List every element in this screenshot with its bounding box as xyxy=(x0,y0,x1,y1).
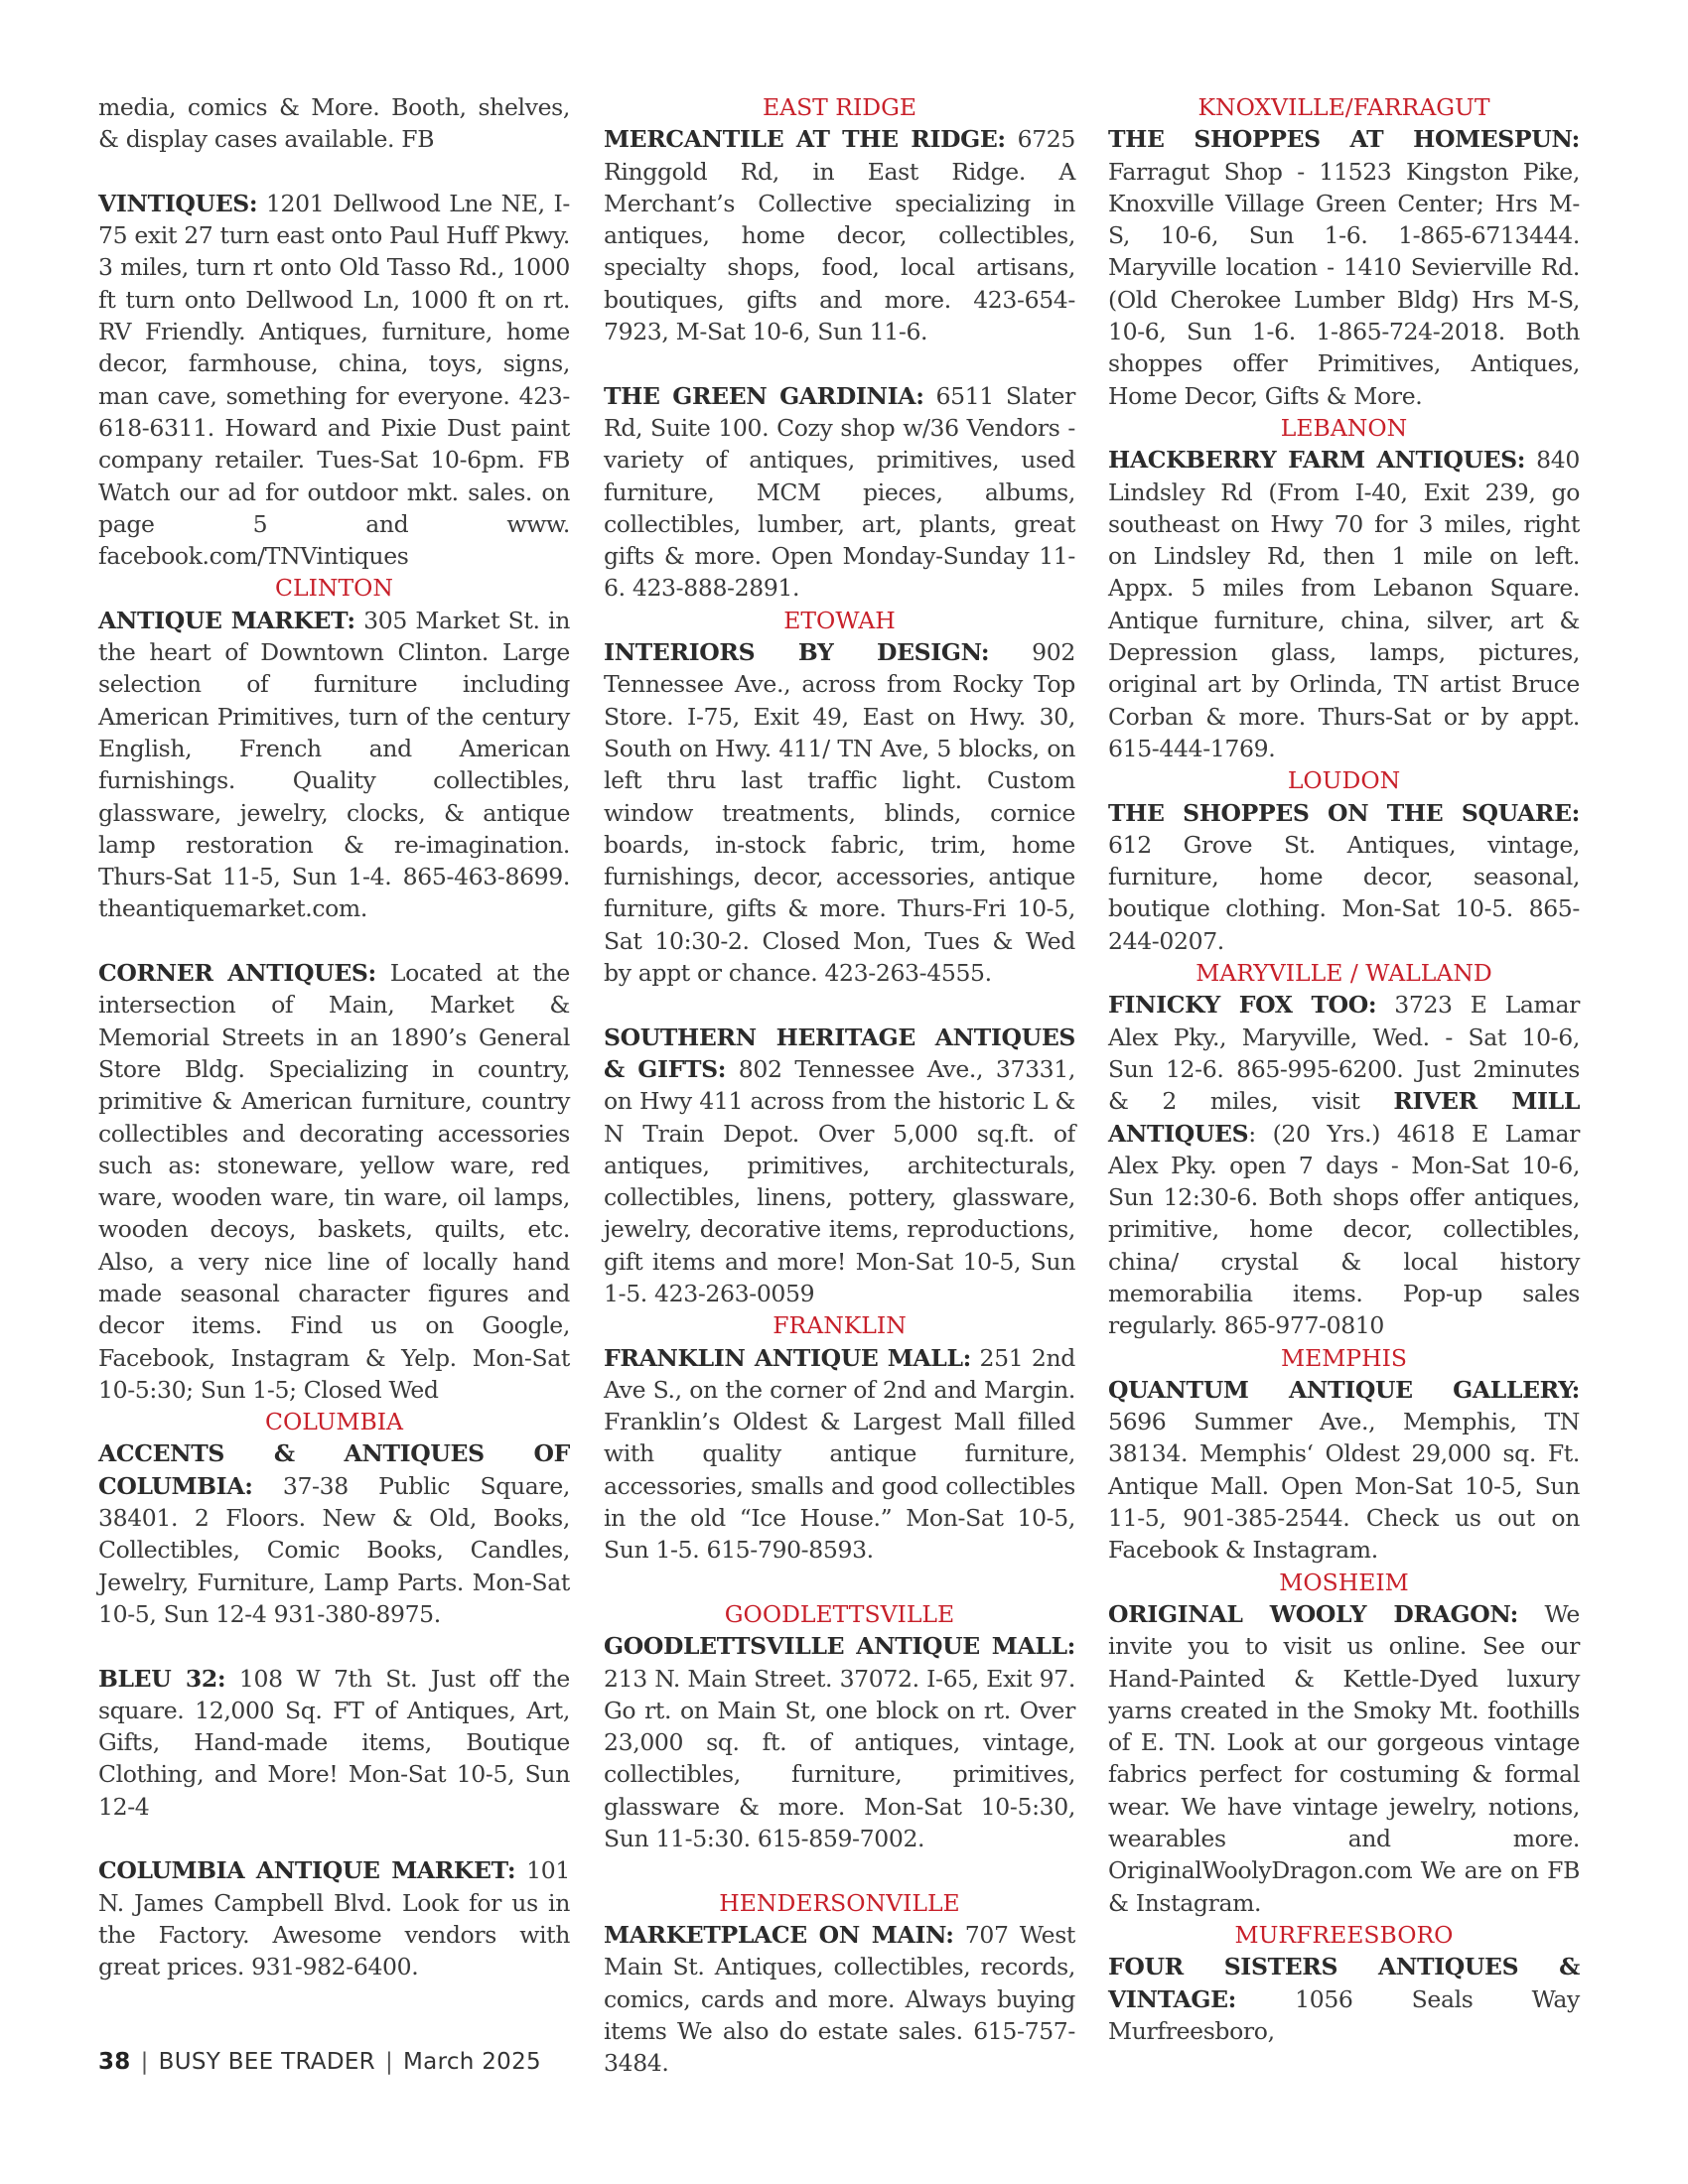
listing-entry xyxy=(1108,444,1580,764)
business-name: THE SHOPPES ON THE SQUARE: xyxy=(1108,798,1580,827)
spacer xyxy=(604,1567,1075,1598)
listing-entry xyxy=(1108,1598,1580,1919)
spacer xyxy=(604,1854,1075,1886)
business-name: ACCENTS & ANTIQUES OF COLUMBIA: xyxy=(98,1439,570,1500)
business-name: QUANTUM ANTIQUE GALLERY: xyxy=(1108,1375,1580,1404)
listing-entry xyxy=(604,1919,1075,2079)
business-name: GOODLETTSVILLE ANTIQUE MALL: xyxy=(604,1632,1075,1661)
footer-separator: | xyxy=(140,2049,149,2075)
listing-entry xyxy=(1108,1374,1580,1567)
listing-description: 213 N. Main Street. 37072. I-65, Exit 97. Go rt. on Main St, one block on rt. Over 23,000 sq. ft. of antiques, vintage, collectibles, furniture, primitives, glassware & more. Mon-Sat 10-5:30, Sun 11-5:30. 615-859-7002. xyxy=(604,1664,1075,1853)
listing-entry xyxy=(98,91,570,156)
listing-description: 840 Lindsley Rd (From I-40, Exit 239, go southeast on Hwy 70 for 3 miles, right on Lindsley Rd, then 1 mile on left. Appx. 5 miles from Lebanon Square. Antique furniture, china, silver, art & Depression glass, lamps, pictures, original art by Orlinda, TN artist Bruce Corban & more. Thurs-Sat or by appt. 615-444-1769. xyxy=(1108,446,1580,762)
listing-description: 6725 Ringgold Rd, in East Ridge. A Merchant’s Collective specializing in antiques, home decor, collectibles, specialty shops, food, local artisans, boutiques, gifts and more. 423-654-7923, M-Sat 10-6, Sun 11-6. xyxy=(604,125,1075,346)
business-name: INTERIORS BY DESIGN: xyxy=(604,638,990,667)
footer-separator: | xyxy=(384,2049,394,2075)
listing-entry xyxy=(1108,123,1580,412)
listing-description: : (20 Yrs.) 4618 E Lamar Alex Pky. open 7 days - Mon-Sat 10-6, Sun 12:30-6. Both shops offer antiques, primitive, home decor, collectibles, china/ crystal & local history memorabilia items. Pop-up sales regularly. 865-977-0810 xyxy=(1108,1119,1580,1340)
listing-description: 101 N. James Campbell Blvd. Look for us in the Factory. Awesome vendors with great prices. 931-982-6400. xyxy=(98,1856,570,1981)
listing-description: We invite you to visit us online. See our Hand-Painted & Kettle-Dyed luxury yarns created in the Smoky Mt. foothills of E. TN. Look at our gorgeous vintage fabrics perfect for costuming & formal wear. We have vintage jewelry, notions, wearables and more. OriginalWoolyDragon.com We are on FB & Instagram. xyxy=(1108,1599,1580,1917)
city-heading: ETOWAH xyxy=(783,606,896,634)
listing-description: 902 Tennessee Ave., across from Rocky Top Store. I-75, Exit 49, East on Hwy. 30, South on Hwy. 411/ TN Ave, 5 blocks, on left thru last traffic light. Custom window treatments, blinds, cornice boards, in-stock fabric, trim, home furnishings, decor, accessories, antique furniture, gifts & more. Thurs-Fri 10-5, Sat 10:30-2. Closed Mon, Tues & Wed by appt or chance. 423-263-4555. xyxy=(604,638,1075,988)
page-number: 38 xyxy=(98,2049,131,2075)
listing-description: 6511 Slater Rd, Suite 100. Cozy shop w/36 Vendors - variety of antiques, primitives, used furniture, MCM pieces, albums, collectibles, lumber, art, plants, great gifts & more. Open Monday-Sunday 11-6. 423-888-2891. xyxy=(604,381,1075,603)
page-footer xyxy=(98,2049,541,2075)
listing-description: 37-38 Public Square, 38401. 2 Floors. New & Old, Books, Collectibles, Comic Books, Candles, Jewelry, Furniture, Lamp Parts. Mon-Sat 10-5, Sun 12-4 931-380-8975. xyxy=(98,1471,570,1628)
listing-entry xyxy=(604,1342,1075,1567)
listing-description: Farragut Shop - 11523 Kingston Pike, Knoxville Village Green Center; Hrs M-S, 10-6, Sun 1-6. 1-865-6713444. Maryville location - 1410 Sevierville Rd.(Old Cherokee Lumber Bldg) Hrs M-S, 10-6, Sun 1-6. 1-865-724-2018. Both shoppes offer Primitives, Antiques, Home Decor, Gifts & More. xyxy=(1108,157,1580,410)
listing-entry xyxy=(98,1437,570,1630)
listing-entry xyxy=(98,1663,570,1823)
issue-date: March 2025 xyxy=(403,2049,541,2075)
city-heading: MURFREESBORO xyxy=(1234,1920,1454,1949)
listing-entry xyxy=(98,957,570,1406)
listing-description: 1056 Seals Way Murfreesboro, xyxy=(1108,1984,1580,2045)
listing-description: 3723 E Lamar Alex Pky., Maryville, Wed. - Sat 10-6, Sun 12-6. 865-995-6200. Just 2minutes & 2 miles, visit xyxy=(1108,991,1580,1116)
publication-name: BUSY BEE TRADER xyxy=(158,2049,375,2075)
business-name: BLEU 32: xyxy=(98,1664,226,1693)
listing-description: 251 2nd Ave S., on the corner of 2nd and Margin. Franklin’s Oldest & Largest Mall filled with quality antique furniture, accessories, smalls and good collectibles in the old “Ice House.” Mon-Sat 10-5, Sun 1-5. 615-790-8593. xyxy=(604,1343,1075,1565)
business-name: ORIGINAL WOOLY DRAGON: xyxy=(1108,1599,1518,1628)
listing-entry xyxy=(604,1630,1075,1854)
listing-description: 305 Market St. in the heart of Downtown Clinton. Large selection of furniture including American Primitives, turn of the century English, French and American furnishings. Quality collectibles, glassware, jewelry, clocks, & antique lamp restoration & re-imagination. Thurs-Sat 11-5, Sun 1-4. 865-463-8699. theantiquemarket.com. xyxy=(98,606,570,923)
listing-description: 802 Tennessee Ave., 37331, on Hwy 411 across from the historic L & N Train Depot. Over 5,000 sq.ft. of antiques, primitives, architecturals, collectibles, linens, pottery, glassware, jewelry, decorative items, reproductions, gift items and more! Mon-Sat 10-5, Sun 1-5. 423-263-0059 xyxy=(604,1054,1075,1307)
business-name: ANTIQUE MARKET: xyxy=(98,606,355,634)
business-name: THE GREEN GARDINIA: xyxy=(604,381,924,410)
listing-description: 5696 Summer Ave., Memphis, TN 38134. Memphis‘ Oldest 29,000 sq. Ft. Antique Mall. Open Mon-Sat 10-5, Sun 11-5, 901-385-2544. Check us out on Facebook & Instagram. xyxy=(1108,1408,1580,1565)
business-name: FOUR SISTERS ANTIQUES & VINTAGE: xyxy=(1108,1953,1580,2013)
listing-entry xyxy=(1108,797,1580,957)
business-name: SOUTHERN HERITAGE ANTIQUES & GIFTS: xyxy=(604,1023,1075,1083)
business-name: HACKBERRY FARM ANTIQUES: xyxy=(1108,446,1526,475)
column-2 xyxy=(604,91,1075,2079)
city-heading: MOSHEIM xyxy=(1279,1568,1409,1596)
listing-entry xyxy=(1108,1951,1580,2047)
listing-description: media, comics & More. Booth, shelves, & display cases available. FB xyxy=(98,93,570,154)
listing-entry xyxy=(604,1022,1075,1310)
business-name: RIVER MILL ANTIQUES xyxy=(1108,1087,1580,1148)
listing-entry xyxy=(98,1854,570,1982)
listing-entry xyxy=(604,636,1075,989)
listing-description: 108 W 7th St. Just off the square. 12,000 Sq. FT of Antiques, Art, Gifts, Hand-made items, Boutique Clothing, and More! Mon-Sat 10-5, Sun 12-4 xyxy=(98,1664,570,1821)
listing-entry xyxy=(98,605,570,925)
city-heading: CLINTON xyxy=(275,574,393,603)
business-name: MARKETPLACE ON MAIN: xyxy=(604,1920,954,1949)
business-name: VINTIQUES: xyxy=(98,189,258,217)
business-name: CORNER ANTIQUES: xyxy=(98,959,376,988)
city-heading: KNOXVILLE/FARRAGUT xyxy=(1197,93,1490,121)
city-heading: EAST RIDGE xyxy=(762,93,917,121)
city-heading: LEBANON xyxy=(1280,413,1408,442)
listing-entry xyxy=(98,188,570,573)
city-heading: COLUMBIA xyxy=(265,1408,403,1436)
column-1 xyxy=(98,91,570,1983)
listing-entry xyxy=(604,123,1075,347)
city-heading: HENDERSONVILLE xyxy=(719,1888,960,1917)
spacer xyxy=(98,1630,570,1662)
business-name: FINICKY FOX TOO: xyxy=(1108,991,1377,1020)
business-name: FRANKLIN ANTIQUE MALL: xyxy=(604,1343,971,1372)
listing-entry xyxy=(604,380,1075,605)
city-heading: FRANKLIN xyxy=(773,1311,907,1340)
business-name: THE SHOPPES AT HOMESPUN: xyxy=(1108,125,1580,154)
business-name: COLUMBIA ANTIQUE MARKET: xyxy=(98,1856,516,1885)
listing-description: Located at the intersection of Main, Market & Memorial Streets in an 1890’s General Store Bldg. Specializing in country, primitive & American furniture, country collectibles and decorating accessories such as: stoneware, yellow ware, red ware, wooden ware, tin ware, oil lamps, wooden decoys, baskets, quilts, etc. Also, a very nice line of locally hand made seasonal character figures and decor items. Find us on Google, Facebook, Instagram & Yelp. Mon-Sat 10-5:30; Sun 1-5; Closed Wed xyxy=(98,959,570,1404)
city-heading: GOODLETTSVILLE xyxy=(724,1599,955,1628)
city-heading: MEMPHIS xyxy=(1281,1343,1407,1372)
business-name: MERCANTILE AT THE RIDGE: xyxy=(604,125,1006,154)
city-heading: LOUDON xyxy=(1287,766,1401,795)
listing-description: 612 Grove St. Antiques, vintage, furniture, home decor, seasonal, boutique clothing. Mon-Sat 10-5. 865-244-0207. xyxy=(1108,830,1580,955)
listing-description: 707 West Main St. Antiques, collectibles, records, comics, cards and more. Always buying items We also do estate sales. 615-757-3484. xyxy=(604,1920,1075,2078)
listing-entry xyxy=(1108,989,1580,1341)
column-3 xyxy=(1108,91,1580,2047)
city-heading: MARYVILLE / WALLAND xyxy=(1196,959,1492,988)
listing-description: 1201 Dellwood Lne NE, I-75 exit 27 turn east onto Paul Huff Pkwy. 3 miles, turn rt onto Old Tasso Rd., 1000 ft turn onto Dellwood Ln, 1000 ft on rt. RV Friendly. Antiques, furniture, home decor, farmhouse, china, toys, signs, man cave, something for everyone. 423-618-6311. Howard and Pixie Dust paint company retailer. Tues-Sat 10-6pm. FB Watch our ad for outdoor mkt. sales. on page 5 and www. facebook.com/TNVintiques xyxy=(98,189,570,571)
